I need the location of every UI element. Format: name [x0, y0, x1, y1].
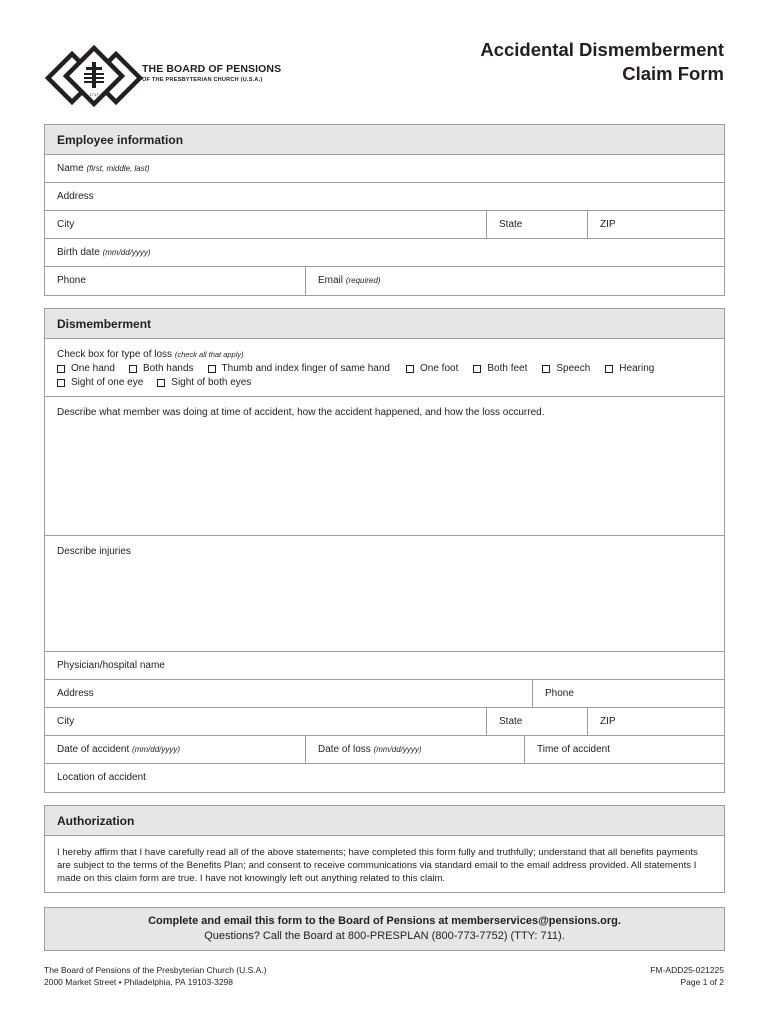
- physician-field[interactable]: Physician/hospital name: [57, 660, 165, 671]
- describe-accident-field[interactable]: Describe what member was doing at time of accident, how the accident happened, and how the loss occurred.: [45, 397, 724, 536]
- checkbox-icon: [605, 365, 613, 373]
- checkbox-speech[interactable]: Speech: [542, 363, 590, 374]
- checkbox-icon: [406, 365, 414, 373]
- checkbox-icon: [473, 365, 481, 373]
- physician-phone-field[interactable]: Phone: [545, 688, 574, 699]
- phone-email-row: [45, 267, 724, 295]
- checkbox-icon: [208, 365, 216, 373]
- submission-instructions: [44, 907, 725, 951]
- checkbox-both-hands[interactable]: Both hands: [129, 363, 194, 374]
- questions-line: Questions? Call the Board at 800-PRESPLAN (800-773-7752) (TTY: 711).: [204, 930, 565, 942]
- checkbox-both-feet[interactable]: Both feet: [473, 363, 527, 374]
- check-label: Check box for type of loss: [57, 349, 173, 360]
- physician-city-row: [45, 708, 724, 736]
- physician-address-field[interactable]: Address: [45, 680, 533, 707]
- state-field[interactable]: State: [487, 211, 588, 238]
- footer-meta: [650, 964, 724, 988]
- location-field[interactable]: Location of accident: [57, 772, 146, 783]
- checkbox-sight-one-eye[interactable]: Sight of one eye: [57, 377, 143, 388]
- section-heading: Employee information: [45, 125, 724, 155]
- physician-row: [45, 652, 724, 680]
- address-row: [45, 183, 724, 211]
- authorization-section: [44, 805, 725, 893]
- checkbox-hearing[interactable]: Hearing: [605, 363, 654, 374]
- city-field[interactable]: City: [45, 211, 487, 238]
- authorization-text: I hereby affirm that I have carefully read all of the above statements; have completed this form fully and truthfully; understand that all benefits payments are subject to the terms of the Benefits Plan; and consent to receive communications via standard email to the email address provided. All statements I made on this claim form are true. I have not knowingly left out anything related to this claim.: [57, 847, 698, 884]
- address-field[interactable]: Address: [57, 191, 94, 202]
- loss-type-checkboxes: [45, 339, 724, 397]
- submit-email-line: Complete and email this form to the Board of Pensions at memberservices@pensions.org.: [148, 915, 621, 927]
- name-field[interactable]: Name (first, middle, last): [57, 163, 150, 174]
- dates-row: [45, 736, 724, 764]
- checkbox-sight-both-eyes[interactable]: Sight of both eyes: [157, 377, 251, 388]
- footer-street: 2000 Market Street • Philadelphia, PA 19103-3298: [44, 977, 234, 987]
- checkbox-row-2: [57, 377, 712, 388]
- city-state-zip-row: [45, 211, 724, 239]
- physician-address-row: [45, 680, 724, 708]
- logo-year: 1717: [89, 92, 99, 97]
- section-heading: Authorization: [45, 806, 724, 836]
- time-of-accident-field[interactable]: Time of accident: [537, 744, 610, 755]
- phone-field[interactable]: Phone: [45, 267, 306, 295]
- describe-injuries-field[interactable]: Describe injuries: [45, 536, 724, 652]
- title-line-1: Accidental Dismemberment: [480, 39, 724, 60]
- footer-address: [44, 964, 267, 988]
- checkbox-one-foot[interactable]: One foot: [406, 363, 458, 374]
- name-row: [45, 155, 724, 183]
- date-of-loss-field[interactable]: Date of loss (mm/dd/yyyy): [306, 736, 525, 763]
- email-field[interactable]: Email (required): [318, 275, 381, 286]
- physician-city-field[interactable]: City: [45, 708, 487, 735]
- birth-date-field[interactable]: Birth date (mm/dd/yyyy): [57, 247, 151, 258]
- footer-org: The Board of Pensions of the Presbyterian Church (U.S.A.): [44, 965, 267, 975]
- dismemberment-section: [44, 308, 725, 793]
- date-of-accident-field[interactable]: Date of accident (mm/dd/yyyy): [45, 736, 306, 763]
- checkbox-icon: [57, 365, 65, 373]
- location-row: [45, 764, 724, 792]
- checkbox-icon: [542, 365, 550, 373]
- section-heading: Dismemberment: [45, 309, 724, 339]
- physician-state-field[interactable]: State: [487, 708, 588, 735]
- checkbox-icon: [129, 365, 137, 373]
- logo-name: THE BOARD OF PENSIONS: [142, 63, 282, 75]
- title-line-2: Claim Form: [622, 63, 724, 84]
- checkbox-thumb-index[interactable]: Thumb and index finger of same hand: [208, 363, 390, 374]
- form-id: FM-ADD25-021225: [650, 965, 724, 975]
- zip-field[interactable]: ZIP: [600, 219, 616, 230]
- logo-subtitle: OF THE PRESBYTERIAN CHURCH (U.S.A.): [142, 77, 263, 83]
- employee-information-section: [44, 124, 725, 296]
- page-number: Page 1 of 2: [680, 977, 724, 987]
- document-title: [480, 38, 724, 86]
- physician-zip-field[interactable]: ZIP: [600, 716, 616, 727]
- checkbox-one-hand[interactable]: One hand: [57, 363, 115, 374]
- checkbox-row-1: [57, 363, 712, 374]
- birth-date-row: [45, 239, 724, 267]
- checkbox-icon: [157, 379, 165, 387]
- checkbox-icon: [57, 379, 65, 387]
- check-hint: (check all that apply): [174, 350, 244, 359]
